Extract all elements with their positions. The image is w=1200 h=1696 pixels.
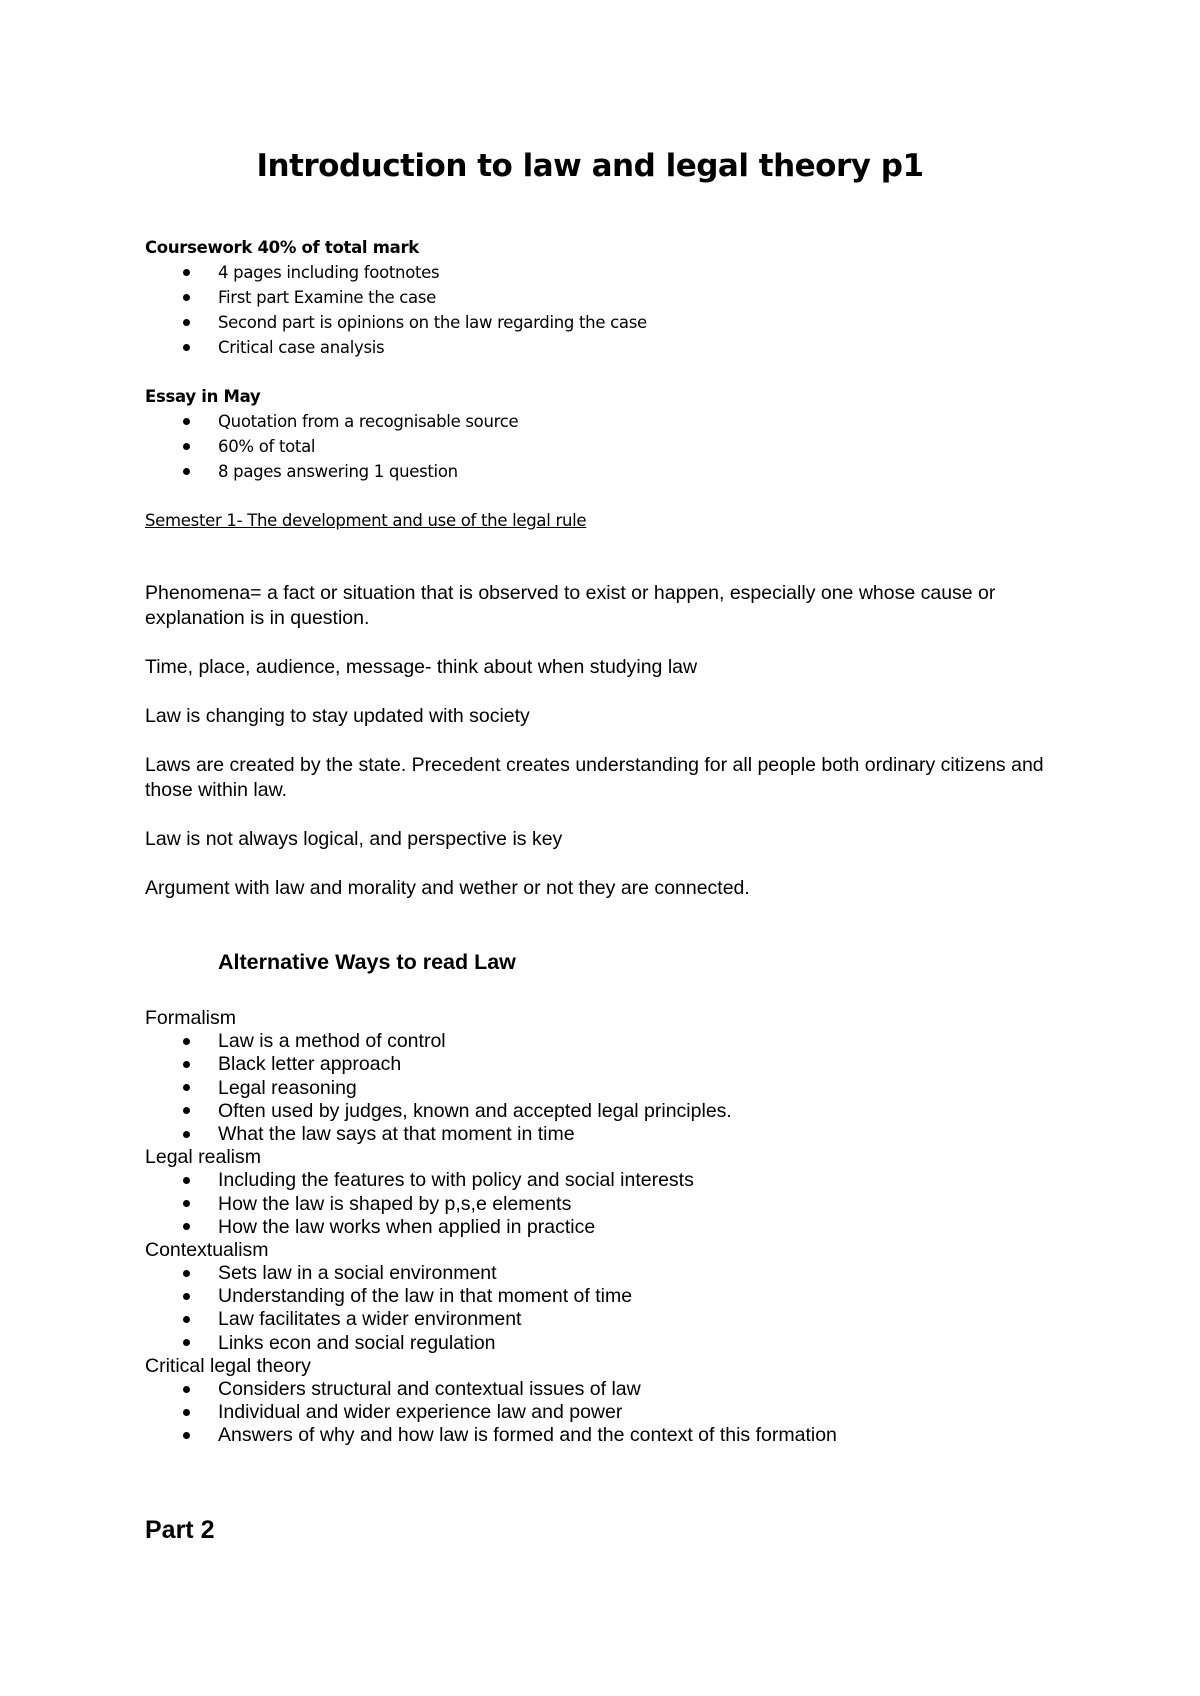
essay-heading: Essay in May xyxy=(145,387,261,406)
approaches-section xyxy=(145,1007,1065,1448)
bullet-icon xyxy=(183,1316,190,1323)
coursework-list xyxy=(145,260,1065,360)
bullet-icon xyxy=(183,1107,190,1114)
list-item: What the law says at that moment in time xyxy=(145,1123,1065,1146)
list-item: Answers of why and how law is formed and the context of this formation xyxy=(145,1424,1065,1447)
semester-heading: Semester 1- The development and use of the legal rule xyxy=(145,511,587,530)
bullet-icon xyxy=(183,1038,190,1045)
list-item: Often used by judges, known and accepted legal principles. xyxy=(145,1100,1065,1123)
document-title: Introduction to law and legal theory p1 xyxy=(256,148,924,184)
list-item: Second part is opinions on the law regarding the case xyxy=(145,310,1065,335)
bullet-icon xyxy=(183,1131,190,1138)
list-item: Individual and wider experience law and power xyxy=(145,1401,1065,1424)
list-item: Legal reasoning xyxy=(145,1077,1065,1100)
bullet-icon xyxy=(183,418,190,425)
list-item: Black letter approach xyxy=(145,1053,1065,1076)
bullet-icon xyxy=(183,1223,190,1230)
bullet-icon xyxy=(183,1200,190,1207)
bullet-icon xyxy=(183,319,190,326)
list-item: Links econ and social regulation xyxy=(145,1332,1065,1355)
bullet-icon xyxy=(183,269,190,276)
list-item: How the law works when applied in practice xyxy=(145,1216,1065,1239)
critical-legal-theory-list xyxy=(145,1378,1065,1448)
list-item: How the law is shaped by p,s,e elements xyxy=(145,1193,1065,1216)
approach-name: Contextualism xyxy=(145,1238,269,1261)
bullet-icon xyxy=(183,468,190,475)
formalism-list xyxy=(145,1030,1065,1146)
paragraph-laws-created: Laws are created by the state. Precedent creates understanding for all people both ordinary citizens and those within law. xyxy=(145,754,1044,801)
essay-list xyxy=(145,409,1065,484)
legal-realism-list xyxy=(145,1169,1065,1239)
approach-name: Formalism xyxy=(145,1007,236,1029)
paragraph-law-changing: Law is changing to stay updated with society xyxy=(145,705,530,727)
paragraph-argument: Argument with law and morality and wether or not they are connected. xyxy=(145,877,750,899)
list-item: Critical case analysis xyxy=(145,335,1065,360)
bullet-icon xyxy=(183,344,190,351)
list-item: Considers structural and contextual issues of law xyxy=(145,1378,1065,1401)
essay-section xyxy=(145,384,1065,484)
alternative-ways-heading: Alternative Ways to read Law xyxy=(218,950,516,974)
paragraph-time-place: Time, place, audience, message- think about when studying law xyxy=(145,656,698,678)
paragraph-phenomena: Phenomena= a fact or situation that is observed to exist or happen, especially one whose cause or explanation is in question. xyxy=(145,582,996,629)
list-item: Quotation from a recognisable source xyxy=(145,409,1065,434)
bullet-icon xyxy=(183,1061,190,1068)
coursework-heading: Coursework 40% of total mark xyxy=(145,238,419,257)
list-item: Law facilitates a wider environment xyxy=(145,1308,1065,1331)
bullet-icon xyxy=(183,1293,190,1300)
bullet-icon xyxy=(183,1409,190,1416)
bullet-icon xyxy=(183,1432,190,1439)
list-item: 4 pages including footnotes xyxy=(145,260,1065,285)
list-item: Law is a method of control xyxy=(145,1030,1065,1053)
list-item: Sets law in a social environment xyxy=(145,1262,1065,1285)
bullet-icon xyxy=(183,1270,190,1277)
bullet-icon xyxy=(183,443,190,450)
paragraph-law-logical: Law is not always logical, and perspective is key xyxy=(145,828,563,850)
list-item: 60% of total xyxy=(145,434,1065,459)
list-item: 8 pages answering 1 question xyxy=(145,459,1065,484)
list-item: First part Examine the case xyxy=(145,285,1065,310)
bullet-icon xyxy=(183,1084,190,1091)
bullet-icon xyxy=(183,294,190,301)
part2-heading: Part 2 xyxy=(145,1516,215,1544)
list-item: Including the features to with policy and social interests xyxy=(145,1169,1065,1192)
coursework-section xyxy=(145,235,1065,360)
contextualism-list xyxy=(145,1262,1065,1355)
bullet-icon xyxy=(183,1386,190,1393)
list-item: Understanding of the law in that moment of time xyxy=(145,1285,1065,1308)
bullet-icon xyxy=(183,1339,190,1346)
approach-name: Legal realism xyxy=(145,1146,261,1169)
approach-name: Critical legal theory xyxy=(145,1354,311,1377)
bullet-icon xyxy=(183,1177,190,1184)
